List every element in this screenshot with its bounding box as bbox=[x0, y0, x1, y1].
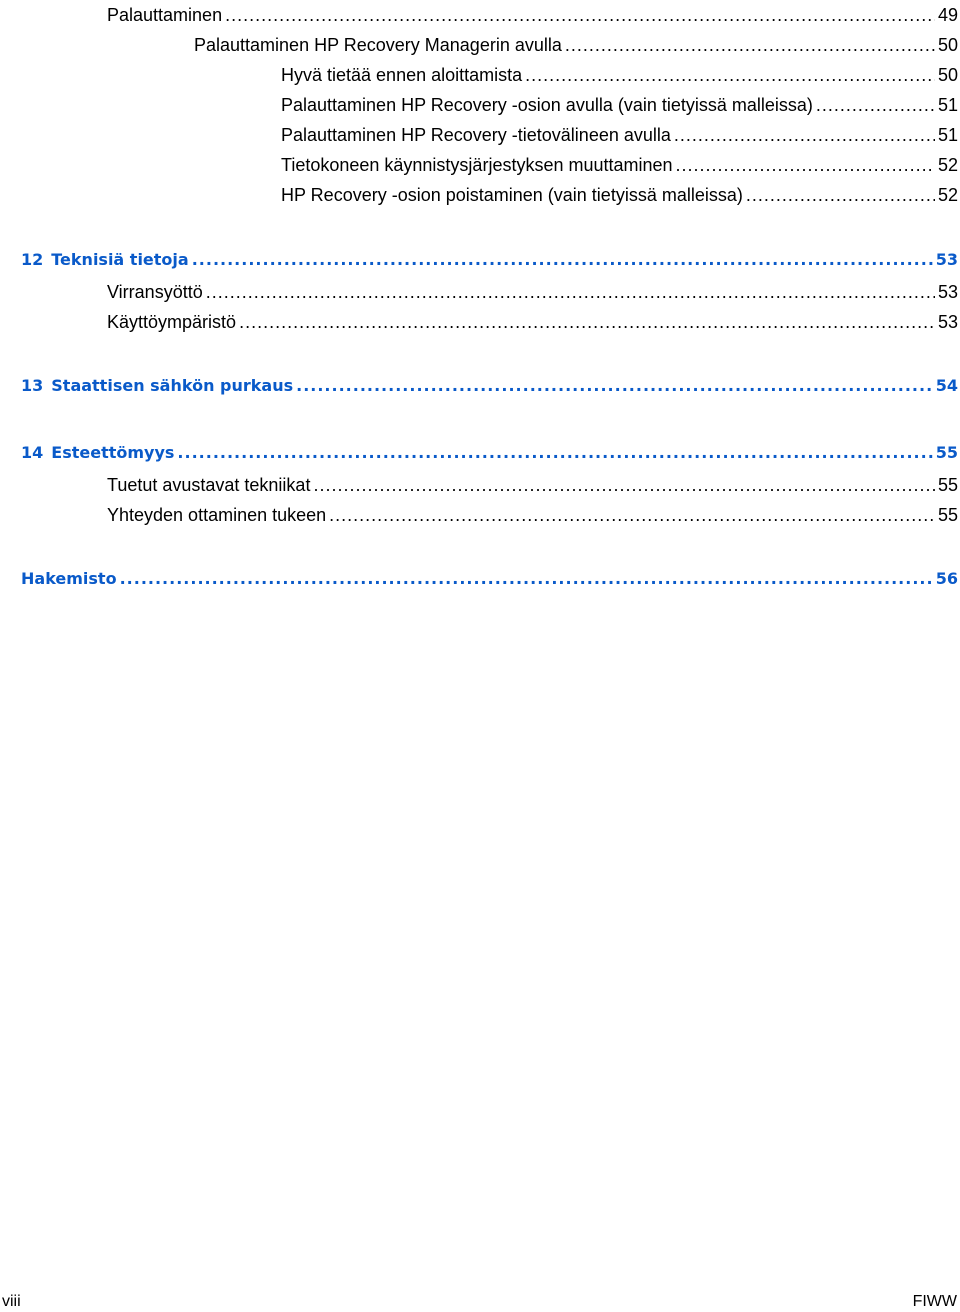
toc-dot-leader bbox=[120, 568, 933, 590]
toc-entry-avustavat-tekniikat[interactable] bbox=[107, 470, 958, 496]
toc-dot-leader bbox=[565, 34, 935, 56]
toc-chapter-number: 12 bbox=[21, 250, 44, 269]
toc-chapter-page: 55 bbox=[935, 443, 958, 462]
toc-dot-leader bbox=[192, 249, 933, 271]
toc-index[interactable] bbox=[21, 564, 958, 590]
toc-entry-title: Palauttaminen HP Recovery -osion avulla (vain tietyissä malleissa) bbox=[281, 95, 813, 115]
toc-entry-title: Hyvä tietää ennen aloittamista bbox=[281, 65, 523, 85]
toc-entry-recovery-tietovaline[interactable] bbox=[281, 120, 958, 146]
toc-entry-page: 53 bbox=[937, 312, 958, 332]
footer-page-number: viii bbox=[2, 1293, 21, 1310]
toc-entry-title: HP Recovery -osion poistaminen (vain tietyissä malleissa) bbox=[281, 185, 743, 205]
toc-entry-palauttaminen[interactable] bbox=[107, 0, 958, 26]
toc-entry-page: 50 bbox=[937, 35, 958, 55]
toc-dot-leader bbox=[177, 442, 932, 464]
toc-entry-page: 55 bbox=[937, 475, 958, 495]
toc-entry-yhteyden-ottaminen[interactable] bbox=[107, 500, 958, 526]
toc-dot-leader bbox=[816, 94, 935, 116]
toc-entry-page: 51 bbox=[937, 125, 958, 145]
toc-chapter-14[interactable] bbox=[21, 438, 958, 464]
toc-chapter-title: Staattisen sähkön purkaus bbox=[51, 376, 294, 395]
toc-dot-leader bbox=[329, 504, 935, 526]
toc-entry-recovery-poistaminen[interactable] bbox=[281, 180, 958, 206]
toc-chapter-number: 14 bbox=[21, 443, 44, 462]
toc-chapter-title: Teknisiä tietoja bbox=[51, 250, 189, 269]
toc-entry-title: Virransyöttö bbox=[107, 282, 203, 302]
toc-dot-leader bbox=[206, 281, 935, 303]
toc-entry-recovery-osio[interactable] bbox=[281, 90, 958, 116]
toc-chapter-title: Hakemisto bbox=[21, 569, 117, 588]
toc-entry-virransyotto[interactable] bbox=[107, 277, 958, 303]
toc-chapter-12[interactable] bbox=[21, 245, 958, 271]
toc-entry-title: Yhteyden ottaminen tukeen bbox=[107, 505, 327, 525]
toc-dot-leader bbox=[239, 311, 935, 333]
toc-entry-kayttoymparisto[interactable] bbox=[107, 307, 958, 333]
toc-chapter-page: 54 bbox=[935, 376, 958, 395]
toc-entry-hp-recovery-manager[interactable] bbox=[194, 30, 958, 56]
toc-dot-leader bbox=[746, 184, 935, 206]
toc-entry-page: 51 bbox=[937, 95, 958, 115]
toc-chapter-13[interactable] bbox=[21, 371, 958, 397]
toc-entry-page: 55 bbox=[937, 505, 958, 525]
toc-entry-title: Tuetut avustavat tekniikat bbox=[107, 475, 311, 495]
toc-entry-title: Palauttaminen HP Recovery -tietovälineen avulla bbox=[281, 125, 671, 145]
toc-entry-page: 52 bbox=[937, 185, 958, 205]
toc-dot-leader bbox=[225, 4, 935, 26]
toc-chapter-page: 56 bbox=[935, 569, 958, 588]
footer-doc-code: FIWW bbox=[912, 1293, 957, 1310]
toc-entry-page: 52 bbox=[937, 155, 958, 175]
toc-dot-leader bbox=[296, 375, 933, 397]
toc-dot-leader bbox=[525, 64, 935, 86]
toc-entry-title: Käyttöympäristö bbox=[107, 312, 237, 332]
toc-chapter-number: 13 bbox=[21, 376, 44, 395]
toc-entry-page: 50 bbox=[937, 65, 958, 85]
toc-entry-title: Palauttaminen bbox=[107, 5, 223, 25]
toc-dot-leader bbox=[676, 154, 935, 176]
toc-dot-leader bbox=[313, 474, 935, 496]
toc-entry-title: Palauttaminen HP Recovery Managerin avulla bbox=[194, 35, 562, 55]
toc-chapter-title: Esteettömyys bbox=[51, 443, 175, 462]
toc-entry-page: 49 bbox=[937, 5, 958, 25]
toc-entry-hyva-tietaa[interactable] bbox=[281, 60, 958, 86]
toc-entry-page: 53 bbox=[937, 282, 958, 302]
toc-chapter-page: 53 bbox=[935, 250, 958, 269]
toc-entry-title: Tietokoneen käynnistysjärjestyksen muuttaminen bbox=[281, 155, 673, 175]
toc-dot-leader bbox=[674, 124, 935, 146]
toc-entry-kaynnistysjarjestys[interactable] bbox=[281, 150, 958, 176]
